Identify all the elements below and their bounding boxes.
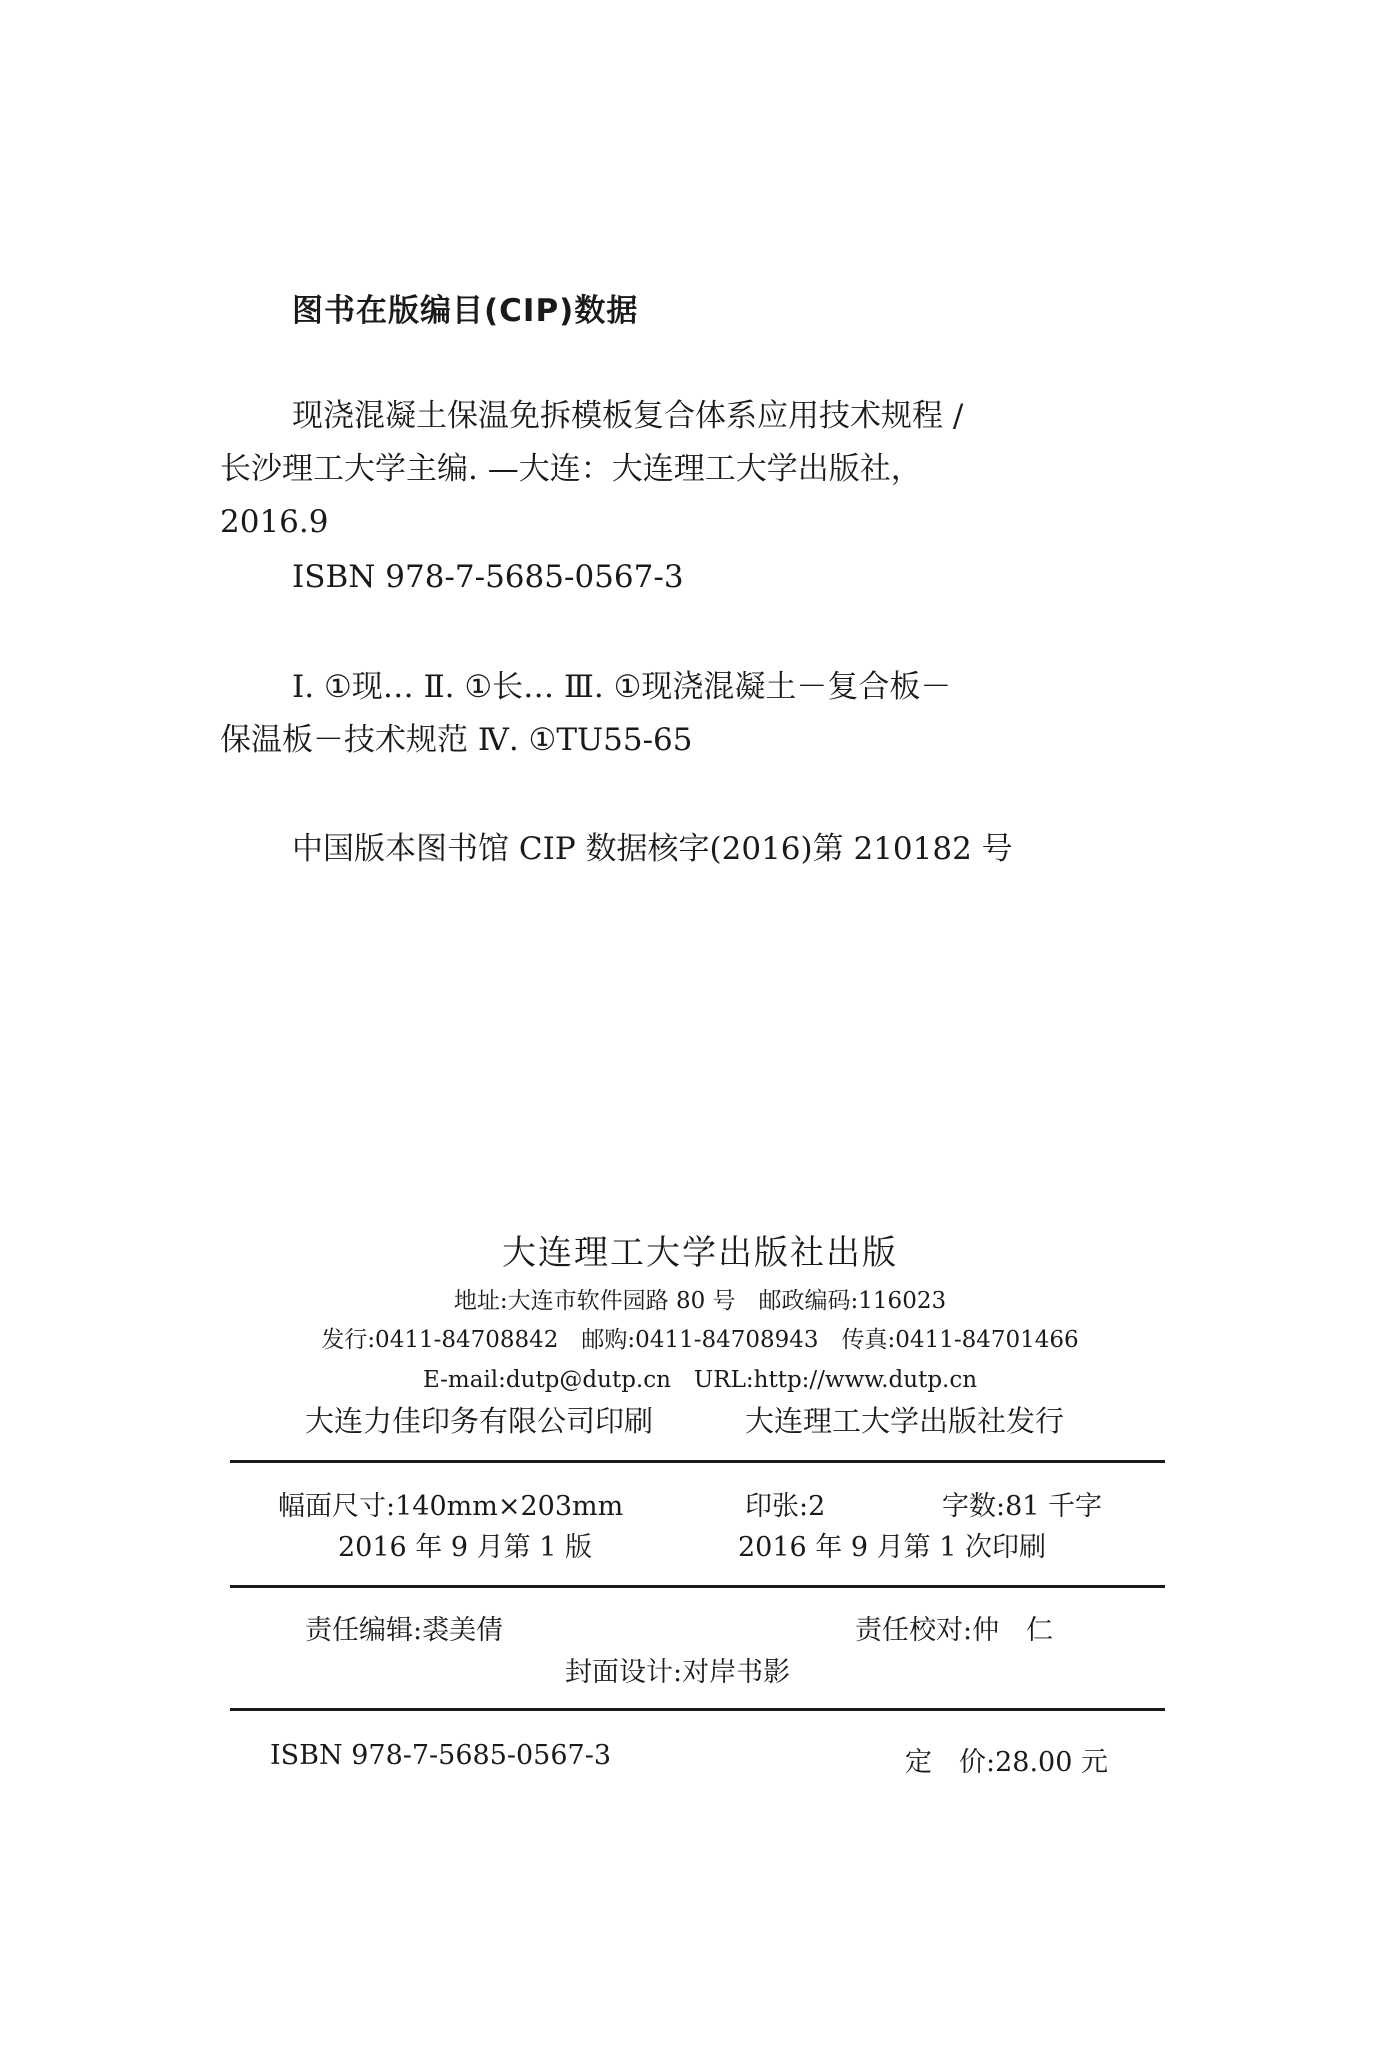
- cip-classification-line-1: Ⅰ. ①现… Ⅱ. ①长… Ⅲ. ①现浇混凝土－复合板－: [292, 669, 952, 705]
- cip-isbn-block: [220, 551, 1120, 604]
- footer-price: 定 价:28.00 元: [905, 1747, 1108, 1778]
- publisher-name: 大连理工大学出版社出版: [502, 1233, 898, 1273]
- staff-editor: 责任编辑:裘美倩: [305, 1615, 504, 1646]
- publisher-web: E-mail:dutp@dutp.cn URL:http://www.dutp.cn: [422, 1367, 978, 1393]
- distributor: 大连理工大学出版社发行: [745, 1404, 1065, 1438]
- spec-sheets: 印张:2: [745, 1491, 826, 1522]
- divider-rule: [230, 1460, 1165, 1463]
- printer: 大连力佳印务有限公司印刷: [305, 1404, 654, 1438]
- footer-isbn: ISBN 978-7-5685-0567-3: [270, 1740, 612, 1771]
- cip-classification-block: [220, 661, 1120, 767]
- cip-title-line-2: 长沙理工大学主编. —大连：大连理工大学出版社，: [220, 451, 922, 487]
- staff-cover-design: 封面设计:对岸书影: [565, 1657, 791, 1688]
- spec-size: 幅面尺寸:140mm×203mm: [278, 1491, 624, 1522]
- publisher-phones: 发行:0411-84708842 邮购:0411-84708943 传真:0411-84701466: [321, 1327, 1079, 1353]
- cip-title-line-3: 2016.9: [220, 504, 329, 540]
- divider-rule: [230, 1585, 1165, 1588]
- cip-title-line-1: 现浇混凝土保温免拆模板复合体系应用技术规程 /: [292, 398, 964, 434]
- cip-title-block: [220, 390, 1120, 549]
- cip-library-record: 中国版本图书馆 CIP 数据核字(2016)第 210182 号: [292, 831, 1013, 867]
- spec-edition: 2016 年 9 月第 1 版: [338, 1532, 592, 1563]
- cip-heading: 图书在版编目(CIP)数据: [292, 293, 639, 329]
- spec-printing: 2016 年 9 月第 1 次印刷: [738, 1532, 1046, 1563]
- cip-library-block: [220, 823, 1120, 876]
- staff-proofreader: 责任校对:仲 仁: [855, 1615, 1054, 1646]
- cip-classification-line-2: 保温板－技术规范 Ⅳ. ①TU55-65: [220, 722, 693, 758]
- publisher-address: 地址:大连市软件园路 80 号 邮政编码:116023: [453, 1288, 947, 1314]
- divider-rule: [230, 1708, 1165, 1711]
- cip-isbn: ISBN 978-7-5685-0567-3: [292, 559, 684, 595]
- spec-words: 字数:81 千字: [942, 1491, 1103, 1522]
